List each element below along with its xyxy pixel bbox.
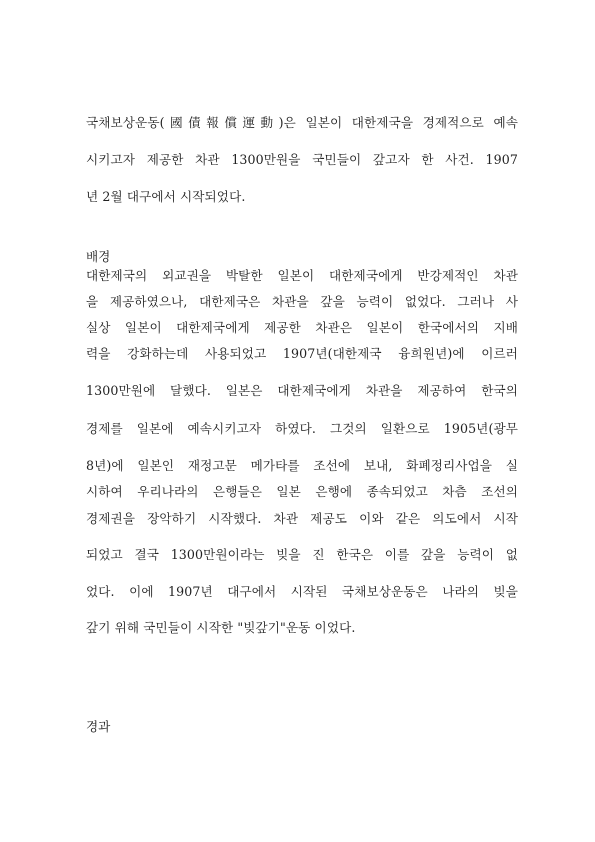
background-line-11: 었다. 이에 1907년 대구에서 시작된 국채보상운동은 나라의 빚을 [86,584,518,599]
background-heading: 배경 [86,249,111,264]
background-line-2: 을 제공하였으나, 대한제국은 차관을 갚을 능력이 없었다. 그러나 사 [86,294,518,309]
background-line-10: 되었고 결국 1300만원이라는 빚을 진 한국은 이를 갚을 능력이 없 [86,547,518,562]
background-line-12: 갚기 위해 국민들이 시작한 "빚갚기"운동 이었다. [86,620,356,635]
background-line-9: 경제권을 장악하기 시작했다. 차관 제공도 이와 같은 의도에서 시작 [86,511,518,526]
background-line-4: 력을 강화하는데 사용되었고 1907년(대한제국 융희원년)에 이르러 [86,346,518,361]
process-heading: 경과 [86,719,111,734]
background-line-7: 8년)에 일본인 재정고문 메가타를 조선에 보내, 화폐정리사업을 실 [86,458,518,473]
background-line-8: 시하여 우리나라의 은행들은 일본 은행에 종속되었고 차츰 조선의 [86,484,518,499]
intro-line-1: 국채보상운동(國債報償運動)은 일본이 대한제국을 경제적으로 예속 [86,115,518,130]
background-line-5: 1300만원에 달했다. 일본은 대한제국에게 차관을 제공하여 한국의 [86,383,518,398]
background-line-1: 대한제국의 외교권을 박탈한 일본이 대한제국에게 반강제적인 차관 [86,268,518,283]
background-line-3: 실상 일본이 대한제국에게 제공한 차관은 일본이 한국에서의 지배 [86,320,518,335]
background-line-6: 경제를 일본에 예속시키고자 하였다. 그것의 일환으로 1905년(광무 [86,421,518,436]
intro-line-3: 년 2월 대구에서 시작되었다. [86,189,246,204]
intro-line-2: 시키고자 제공한 차관 1300만원을 국민들이 갚고자 한 사건. 1907 [86,152,518,167]
